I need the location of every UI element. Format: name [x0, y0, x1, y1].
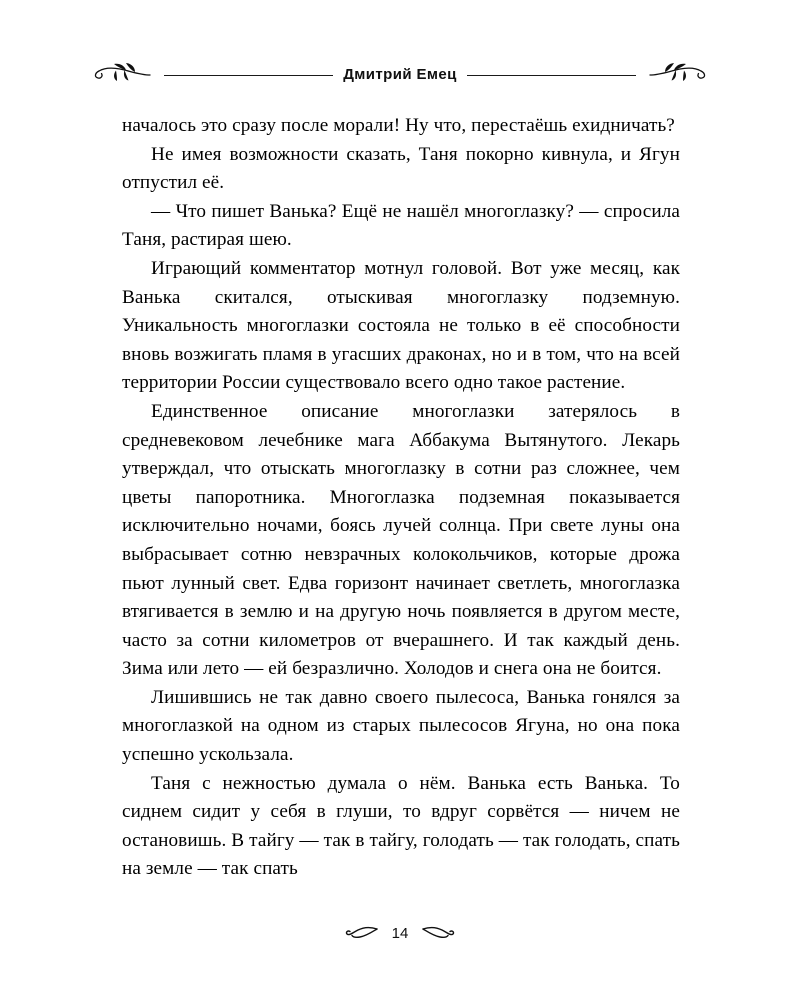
paragraph: — Что пишет Ванька? Ещё не нашёл многоглазку? — спросила Таня, растирая шею.	[122, 200, 680, 251]
header-rule-right	[467, 75, 636, 76]
paragraph: Таня с нежностью думала о нём. Ванька есть Ванька. То сиднем сидит у себя в глуши, то вдруг сорвётся — ничем не остановишь. В тайгу — так в тайгу, голодать — так голодать, спать на земле — так спать	[122, 772, 680, 880]
paragraph: началось это сразу после морали! Ну что, перестаёшь ехидничать?	[122, 115, 675, 136]
paragraph: Не имея возможности сказать, Таня покорно кивнула, и Ягун отпустил её.	[122, 143, 680, 194]
page-text-column	[122, 112, 680, 884]
swirl-left-icon	[344, 924, 378, 942]
header-rule-left	[164, 75, 333, 76]
page-footer	[0, 924, 800, 942]
swirl-right-icon	[422, 924, 456, 942]
page-header-author: Дмитрий Емец	[343, 65, 457, 83]
page-number: 14	[391, 924, 409, 942]
paragraph: Единственное описание многоглазки затерялось в средневековом лечебнике мага Аббакума Вытянутого. Лекарь утверждал, что отыскать многоглазку в сотни раз сложнее, чем цветы папоротника. Многоглазка подземная показывается исключительно ночами, боясь лучей солнца. При свете луны она выбрасывает сотню невзрачных колокольчиков, которые дрожа пьют лунный свет. Едва горизонт начинает светлеть, многоглазка втягивается в землю и на другую ночь появляется в другом месте, часто за сотни километров от вчерашнего. И так каждый день. Зима или лето — ей безразлично. Холодов и снега она не боится.	[122, 400, 680, 680]
leaf-flourish-right-icon	[648, 57, 710, 91]
paragraph: Лишившись не так давно своего пылесоса, Ванька гонялся за многоглазкой на одном из старых пылесосов Ягуна, но она пока успешно ускользала.	[122, 686, 680, 766]
paragraph: Играющий комментатор мотнул головой. Вот уже месяц, как Ванька скитался, отыскивая многоглазку подземную. Уникальность многоглазки состояла не только в её способности вновь возжигать пламя в угасших драконах, но и в том, что на всей территории России существовало всего одно такое растение.	[122, 257, 680, 394]
running-header	[90, 52, 710, 96]
leaf-flourish-left-icon	[90, 57, 152, 91]
